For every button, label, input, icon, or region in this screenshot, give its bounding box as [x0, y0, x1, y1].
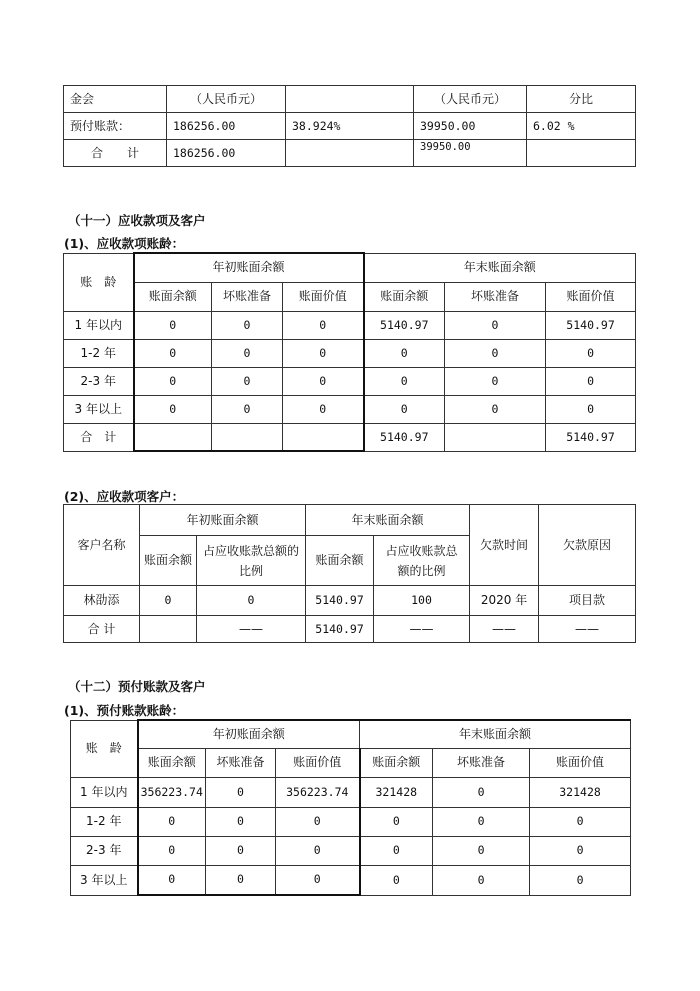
- cell: 0: [138, 807, 206, 836]
- cell: 0: [283, 311, 364, 339]
- subsection-title: (1)、预付账款账龄：: [64, 703, 185, 718]
- header-begin-balance: 年初账面余额: [140, 505, 306, 536]
- row-label: 1 年以内: [71, 777, 138, 807]
- table-total-row: [64, 423, 636, 451]
- cell: 5140.97: [546, 311, 636, 339]
- cell: 0: [283, 367, 364, 395]
- section-title: （十二）预付账款及客户: [68, 679, 206, 694]
- advance-summary-table: [63, 85, 636, 167]
- cell: 0: [212, 311, 283, 339]
- table-row: [71, 865, 631, 895]
- cell: 0: [530, 836, 631, 865]
- cell: 0: [283, 339, 364, 367]
- cell: 0: [445, 395, 546, 423]
- col-header: 账面余额: [140, 536, 197, 586]
- cell: 0: [364, 395, 445, 423]
- subsection-title: (1)、应收款项账龄：: [64, 236, 185, 251]
- cell: [283, 423, 364, 451]
- cell: [527, 140, 636, 167]
- header-age: 账 龄: [71, 720, 138, 777]
- header-customer-name: 客户名称: [64, 505, 140, 586]
- row-label: 2-3 年: [64, 367, 134, 395]
- cell: [445, 423, 546, 451]
- col-header-line: 额的比例: [397, 563, 446, 578]
- cell: 0: [546, 339, 636, 367]
- cell: 321428: [360, 777, 433, 807]
- cell: [286, 86, 414, 113]
- cell: （人民币元）: [167, 86, 286, 113]
- col-header: 账面余额: [364, 282, 445, 311]
- cell: 0: [197, 586, 306, 616]
- row-label: 3 年以上: [71, 865, 138, 895]
- cell: 5140.97: [364, 423, 445, 451]
- customer-name: 林劭添: [64, 586, 140, 616]
- table-row: [64, 113, 636, 140]
- table-row: [71, 807, 631, 836]
- cell: 0: [134, 339, 212, 367]
- table-header-row: [64, 253, 636, 282]
- cell: 0: [364, 339, 445, 367]
- header-begin-balance: 年初账面余额: [138, 720, 360, 748]
- row-label: 1 年以内: [64, 311, 134, 339]
- col-header: 账面余额: [138, 748, 206, 777]
- table-row: [64, 86, 636, 113]
- row-label: 合 计: [64, 423, 134, 451]
- cell: 金会: [64, 86, 167, 113]
- table-row: [64, 395, 636, 423]
- cell: 356223.74: [276, 777, 360, 807]
- cell: 0: [140, 586, 197, 616]
- header-end-balance: 年末账面余额: [306, 505, 470, 536]
- table-header-row: [71, 748, 631, 777]
- cell: （人民币元）: [414, 86, 527, 113]
- receivables-aging-table: [63, 252, 636, 452]
- col-header: 账面余额: [306, 536, 374, 586]
- table-header-row: [64, 505, 636, 536]
- col-header-ratio: [197, 536, 306, 586]
- cell: 0: [360, 865, 433, 895]
- col-header: 账面余额: [360, 748, 433, 777]
- header-age: 账 龄: [64, 253, 134, 311]
- cell: 0: [433, 807, 530, 836]
- header-end-balance: 年末账面余额: [364, 253, 636, 282]
- col-header-line: 比例: [239, 563, 264, 578]
- table-row: [64, 339, 636, 367]
- cell: 0: [206, 865, 276, 895]
- table-total-row: [64, 616, 636, 643]
- cell: 5140.97: [364, 311, 445, 339]
- col-header-line: 占应收账款总: [385, 543, 458, 558]
- cell: 0: [134, 311, 212, 339]
- row-label: 1-2 年: [71, 807, 138, 836]
- cell: 0: [445, 367, 546, 395]
- cell: 321428: [530, 777, 631, 807]
- cell: 0: [433, 865, 530, 895]
- cell: 0: [212, 339, 283, 367]
- cell: 100: [374, 586, 470, 616]
- header-arrears-reason: 欠款原因: [539, 505, 636, 586]
- cell: 0: [212, 395, 283, 423]
- cell: 6.02 %: [527, 113, 636, 140]
- cell: 38.924%: [286, 113, 414, 140]
- cell: 0: [445, 339, 546, 367]
- cell: 2020 年: [470, 586, 539, 616]
- cell: 0: [206, 807, 276, 836]
- row-label: 1-2 年: [64, 339, 134, 367]
- cell: 0: [433, 777, 530, 807]
- cell: 0: [134, 367, 212, 395]
- cell: ——: [374, 616, 470, 643]
- cell: 0: [546, 395, 636, 423]
- cell: 0: [283, 395, 364, 423]
- table-header-row: [64, 282, 636, 311]
- cell: 0: [276, 807, 360, 836]
- col-header: 账面价值: [530, 748, 631, 777]
- cell: [212, 423, 283, 451]
- col-header-ratio: [374, 536, 470, 586]
- cell: 0: [276, 836, 360, 865]
- cell: 0: [134, 395, 212, 423]
- cell: 0: [276, 865, 360, 895]
- cell: 186256.00: [167, 113, 286, 140]
- section-title: （十一）应收款项及客户: [68, 213, 206, 228]
- cell: 0: [530, 807, 631, 836]
- cell: 0: [445, 311, 546, 339]
- cell: 0: [212, 367, 283, 395]
- subsection-title: (2)、应收款项客户：: [64, 489, 185, 504]
- header-begin-balance: 年初账面余额: [134, 253, 364, 282]
- table-row: [64, 311, 636, 339]
- col-header: 坏账准备: [206, 748, 276, 777]
- cell: 0: [360, 807, 433, 836]
- cell: ——: [470, 616, 539, 643]
- cell: 0: [206, 836, 276, 865]
- col-header: 坏账准备: [445, 282, 546, 311]
- cell: 186256.00: [167, 140, 286, 167]
- col-header-line: 占应收账款总额的: [203, 543, 300, 558]
- header-arrears-time: 欠款时间: [470, 505, 539, 586]
- table-row: [64, 140, 636, 167]
- receivables-customer-table: [63, 504, 636, 643]
- prepayment-aging-table: [70, 719, 631, 896]
- row-label: 3 年以上: [64, 395, 134, 423]
- col-header: 账面余额: [134, 282, 212, 311]
- cell: [140, 616, 197, 643]
- cell: 项目款: [539, 586, 636, 616]
- cell: 0: [138, 865, 206, 895]
- col-header: 坏账准备: [212, 282, 283, 311]
- cell: 0: [433, 836, 530, 865]
- col-header: 账面价值: [546, 282, 636, 311]
- cell: [134, 423, 212, 451]
- cell: ——: [539, 616, 636, 643]
- col-header: 账面价值: [283, 282, 364, 311]
- cell: [286, 140, 414, 167]
- cell: 0: [138, 836, 206, 865]
- cell: 分比: [527, 86, 636, 113]
- cell: 合 计: [64, 140, 167, 167]
- cell: 预付账款：: [64, 113, 167, 140]
- cell: 0: [546, 367, 636, 395]
- table-row: [71, 836, 631, 865]
- table-row: [64, 586, 636, 616]
- table-header-row: [71, 720, 631, 748]
- cell: 39950.00: [414, 140, 527, 167]
- header-end-balance: 年末账面余额: [360, 720, 631, 748]
- cell: 39950.00: [414, 113, 527, 140]
- cell: 0: [206, 777, 276, 807]
- row-label: 合 计: [64, 616, 140, 643]
- col-header: 坏账准备: [433, 748, 530, 777]
- row-label: 2-3 年: [71, 836, 138, 865]
- cell: 356223.74: [138, 777, 206, 807]
- col-header: 账面价值: [276, 748, 360, 777]
- table-row: [71, 777, 631, 807]
- cell: 0: [364, 367, 445, 395]
- cell: 0: [530, 865, 631, 895]
- cell: 5140.97: [306, 586, 374, 616]
- cell: 5140.97: [546, 423, 636, 451]
- cell: 5140.97: [306, 616, 374, 643]
- cell: 0: [360, 836, 433, 865]
- table-row: [64, 367, 636, 395]
- cell: ——: [197, 616, 306, 643]
